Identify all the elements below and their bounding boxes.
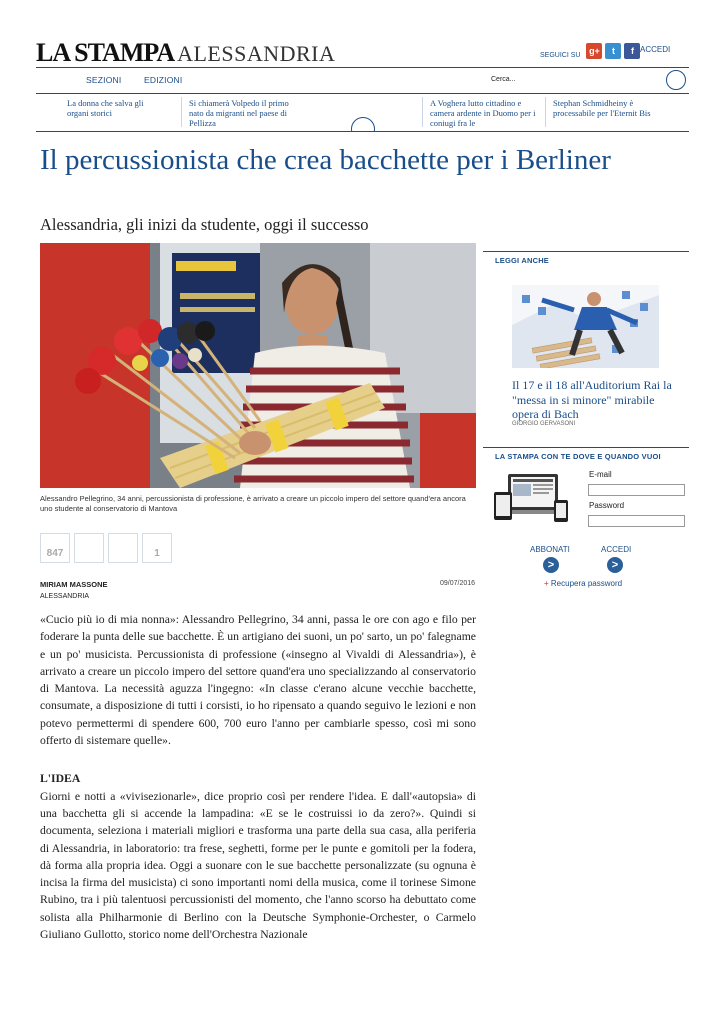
recover-password-label: Recupera password (550, 579, 623, 588)
login-arrow-icon[interactable]: > (607, 557, 623, 573)
news-ticker (36, 95, 689, 130)
article-paragraph: Giorni e notti a «vivisezionarle», dice proprio così per rendere l'idea. E dall'«autopsia» di una bacchetta gli si accende la lampadina: «E se le costruissi io da zero?». Quindi si documenta, seleziona i materiali migliori e trasforma una parte della sua casa, alla periferia di Alessandria, in laboratorio: tra frese, seghetti, forme per le punte e gomitoli per la fodera, dà forma alla propria idea. Oggi a suonare con le sue bacchette personalizzate (su ognuna è incisa la firma del musicista) ci sono importanti nomi della musica, come il torinese Simone Rubino, tra i più talentuosi percussionisti del momento, che l'anno scorso ha debuttato come solista alla Philharmonie di Berlino con la Deutsche Symphonie-Orchester, o Carmelo Giuliano Gullotto, storico nome dell'Orchestra Nazionale (40, 789, 476, 942)
nav-editions[interactable]: EDIZIONI (144, 75, 183, 85)
header-divider (36, 67, 689, 68)
recover-password-link[interactable] (544, 579, 622, 588)
login-label[interactable]: ACCEDI (601, 545, 632, 554)
share-twitter-button[interactable] (74, 533, 104, 563)
nav-divider (36, 93, 689, 94)
ticker-item[interactable]: Stephan Schmidheiny è processabile per l'Eternit Bis (553, 98, 651, 118)
related-illustration (512, 285, 659, 368)
devices-icon (492, 472, 572, 524)
section-heading: L'IDEA (40, 772, 81, 786)
article-date: 09/07/2016 (440, 580, 476, 587)
share-bar (40, 533, 172, 563)
twitter-icon[interactable]: t (605, 43, 621, 59)
subscribe-label[interactable]: ABBONATI (530, 545, 570, 554)
article-author[interactable]: MIRIAM MASSONE (40, 580, 108, 589)
social-label: SEGUICI SU (540, 52, 581, 59)
ticker-item[interactable]: A Voghera lutto cittadino e camera ardente in Duomo per i coniugi fra le (430, 98, 536, 128)
read-also-title: LEGGI ANCHE (495, 256, 550, 265)
share-googleplus-button[interactable] (108, 533, 138, 563)
google-plus-icon[interactable]: g+ (586, 43, 602, 59)
article-title: Il percussionista che crea bacchette per i Berliner (40, 144, 611, 176)
masthead-logo[interactable] (36, 38, 335, 68)
sidebar-divider (483, 447, 689, 448)
share-facebook-count[interactable]: 847 (40, 533, 70, 563)
password-field[interactable] (588, 515, 685, 527)
photo-illustration (40, 243, 476, 488)
ticker-separator (545, 97, 546, 127)
social-links (540, 42, 640, 59)
logo-main: LA STAMPA (36, 38, 175, 67)
ticker-divider (36, 131, 689, 132)
sidebar-divider (483, 251, 689, 252)
photo-caption: Alessandro Pellegrino, 34 anni, percussionista di professione, è arrivato a creare un piccolo impero del settore quand'era ancora uno studente al conservatorio di Mantova (40, 494, 466, 513)
nav-sections[interactable]: SEZIONI (86, 75, 122, 85)
ticker-item[interactable]: Si chiamerà Volpedo il primo nato da migranti nel paese di Pellizza (189, 98, 289, 128)
share-comments-count[interactable]: 1 (142, 533, 172, 563)
main-nav (36, 70, 689, 92)
search-input[interactable]: Cerca... (491, 76, 516, 83)
article-subtitle: Alessandria, gli inizi da studente, oggi il successo (40, 215, 369, 234)
related-article-author: GIORGIO GERVASONI (512, 421, 576, 427)
plus-icon: + (544, 579, 549, 588)
related-article-title[interactable]: Il 17 e il 18 all'Auditorium Rai la "messa in si minore" mirabile opera di Bach (512, 378, 672, 421)
devices-illustration (492, 472, 572, 524)
search-icon[interactable] (666, 70, 686, 90)
ticker-separator (181, 97, 182, 127)
password-label: Password (589, 501, 625, 510)
article-location: ALESSANDRIA (40, 593, 90, 600)
article-body (40, 611, 476, 943)
article-paragraph: «Cucio più io di mia nonna»: Alessandro Pellegrino, 34 anni, passa le ore con ago e filo per foderare la punta delle sue bacchette. È un artigiano dei suoni, un po' sarto, un po' falegname e un po' musicista. Percussionista di professione («insegno al Vivaldi di Alessandria»), è arrivato a creare un piccolo impero del settore quand'era uno specializzando al conservatorio di Mantova. La necessità aguzza l'ingegno: «In classe c'erano alcune vecchie bacchette, consumate, a disposizione di tutti i corsisti, io ho ripensato a quando seguivo le lezioni e non potevo permettermi di spendere 600, 700 euro l'anno per cambiarle spesso, così mi sono offerto di sistemare quelle». (40, 613, 476, 748)
ticker-toggle-icon[interactable] (351, 117, 375, 141)
email-field[interactable] (588, 484, 685, 496)
subscribe-title: LA STAMPA CON TE DOVE E QUANDO VUOI (495, 452, 661, 461)
article-photo (40, 243, 476, 488)
logo-city: ALESSANDRIA (177, 41, 336, 66)
facebook-icon[interactable]: f (624, 43, 640, 59)
email-label: E-mail (589, 470, 612, 479)
ticker-separator (422, 97, 423, 127)
login-link[interactable]: ACCEDI (640, 45, 671, 54)
subscribe-arrow-icon[interactable]: > (543, 557, 559, 573)
related-article-image[interactable] (512, 285, 659, 368)
ticker-item[interactable]: La donna che salva gli organi storici (67, 98, 144, 118)
